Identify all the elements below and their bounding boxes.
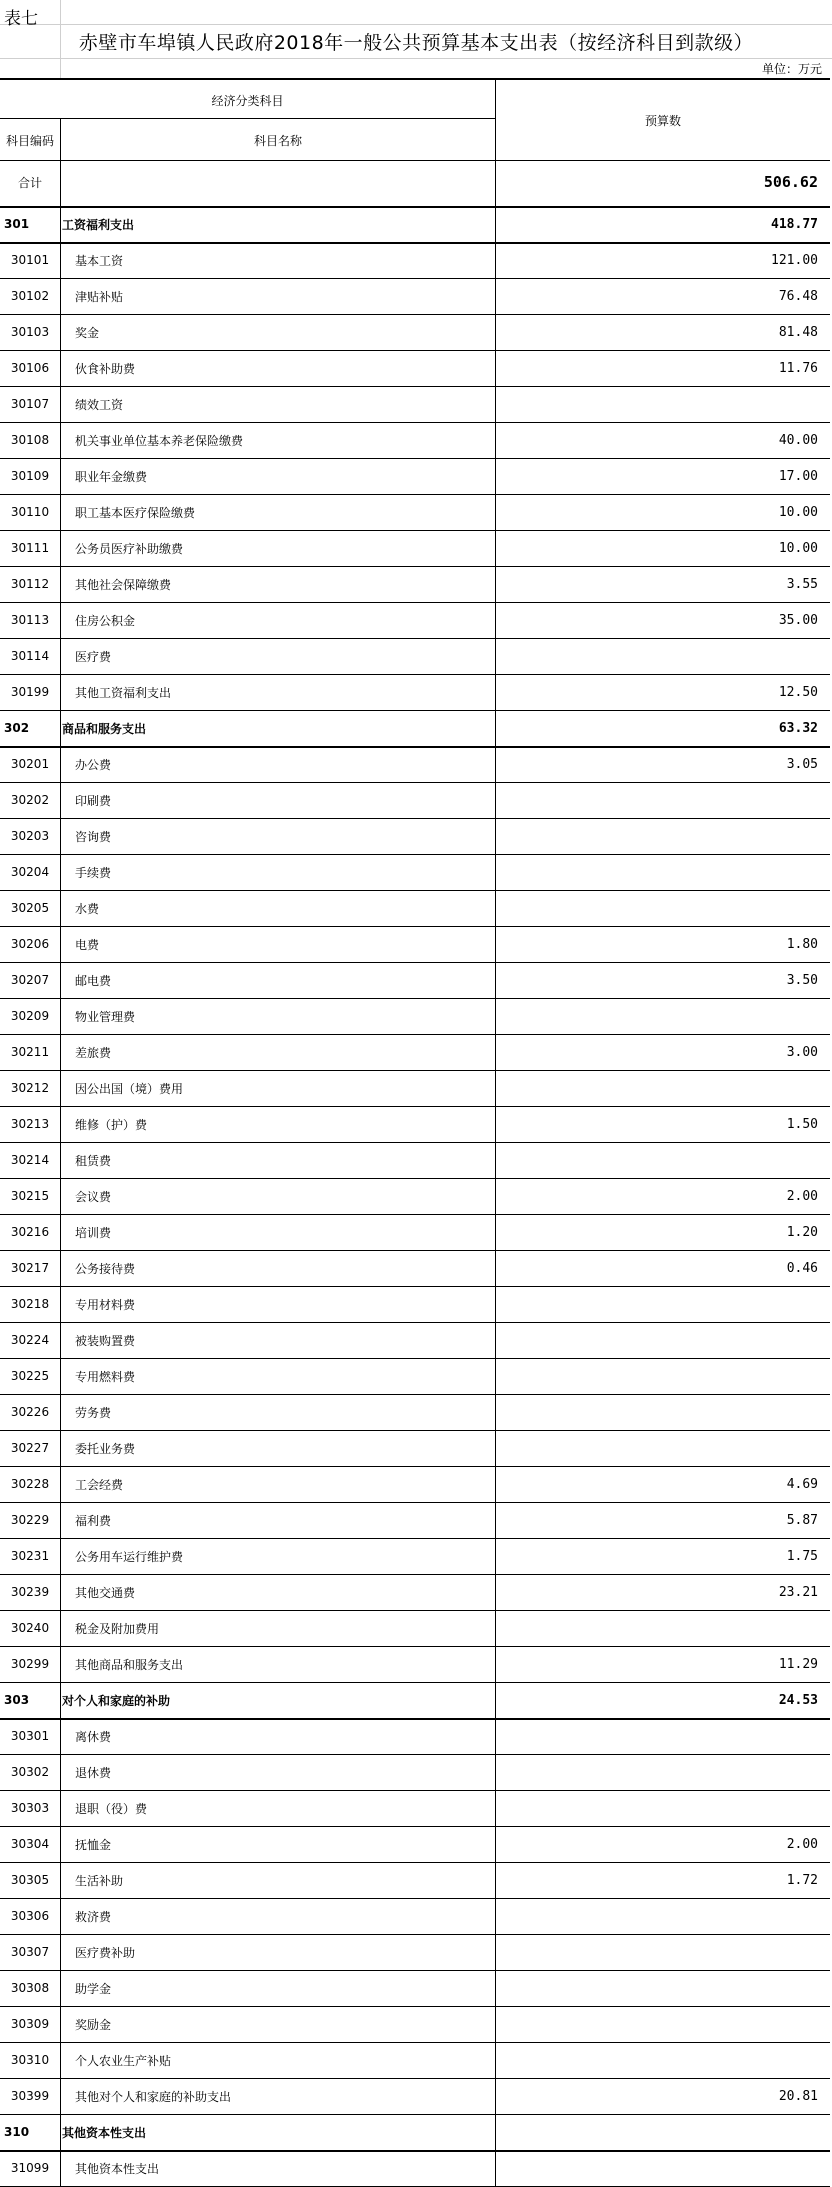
amount-cell — [496, 1142, 830, 1178]
amount-cell: 1.50 — [786, 1116, 818, 1132]
table-row — [0, 242, 830, 279]
table-row — [0, 1034, 830, 1071]
name-cell: 其他工资福利支出 — [75, 685, 172, 700]
table-row — [0, 890, 830, 927]
amount-cell: 3.00 — [786, 1044, 818, 1060]
amount-cell: 1.80 — [786, 936, 818, 952]
code-cell: 310 — [4, 2125, 30, 2139]
name-cell: 其他对个人和家庭的补助支出 — [75, 2089, 232, 2104]
table-row — [0, 926, 830, 963]
table-row — [0, 494, 830, 531]
amount-cell — [496, 1610, 830, 1646]
code-cell: 30206 — [10, 937, 50, 951]
name-cell: 其他资本性支出 — [75, 2161, 160, 2176]
table-row — [0, 818, 830, 855]
name-cell: 其他商品和服务支出 — [75, 1657, 184, 1672]
table-row — [0, 2078, 830, 2115]
table-row — [0, 1898, 830, 1935]
name-cell: 津贴补贴 — [75, 289, 124, 304]
code-cell: 30301 — [10, 1729, 50, 1743]
name-cell: 被装购置费 — [75, 1333, 136, 1348]
amount-cell: 4.69 — [786, 1476, 818, 1492]
table-row — [0, 854, 830, 891]
table-row — [0, 1646, 830, 1683]
name-cell: 公务用车运行维护费 — [75, 1549, 184, 1564]
name-cell: 对个人和家庭的补助 — [62, 1693, 171, 1708]
amount-cell: 24.53 — [778, 1692, 818, 1708]
amount-cell — [496, 1286, 830, 1322]
category-row — [0, 2114, 830, 2152]
code-cell: 30302 — [10, 1765, 50, 1779]
amount-cell: 63.32 — [778, 720, 818, 736]
name-cell: 奖励金 — [75, 2017, 112, 2032]
amount-cell — [496, 1394, 830, 1430]
amount-cell: 17.00 — [778, 468, 818, 484]
code-cell: 30107 — [10, 397, 50, 411]
table-row — [0, 2150, 830, 2187]
code-cell: 合计 — [17, 175, 42, 190]
code-cell: 30228 — [10, 1477, 50, 1491]
code-cell: 30308 — [10, 1981, 50, 1995]
code-cell: 30214 — [10, 1153, 50, 1167]
name-cell: 因公出国（境）费用 — [75, 1081, 184, 1096]
amount-cell: 418.77 — [771, 216, 818, 232]
table-row — [0, 386, 830, 423]
amount-cell — [496, 2114, 830, 2150]
name-cell: 公务员医疗补助缴费 — [75, 541, 184, 556]
table-row — [0, 1286, 830, 1323]
amount-cell — [496, 782, 830, 818]
code-cell: 30207 — [10, 973, 50, 987]
name-cell: 办公费 — [75, 757, 112, 772]
grid-line — [0, 58, 832, 59]
code-cell: 30305 — [10, 1873, 50, 1887]
amount-cell: 3.05 — [786, 756, 818, 772]
amount-cell — [496, 1754, 830, 1790]
amount-cell: 2.00 — [786, 1836, 818, 1852]
amount-cell: 5.87 — [786, 1512, 818, 1528]
code-cell: 30303 — [10, 1801, 50, 1815]
code-cell: 30111 — [10, 541, 50, 555]
code-cell: 302 — [4, 721, 30, 735]
name-cell: 抚恤金 — [75, 1837, 112, 1852]
code-cell: 30399 — [10, 2089, 50, 2103]
name-cell: 专用材料费 — [75, 1297, 136, 1312]
name-cell: 医疗费补助 — [75, 1945, 136, 1960]
name-cell: 电费 — [75, 937, 100, 952]
amount-cell: 1.75 — [786, 1548, 818, 1564]
code-cell: 30217 — [10, 1261, 50, 1275]
name-cell: 住房公积金 — [75, 613, 136, 628]
name-cell: 其他资本性支出 — [62, 2125, 147, 2140]
table-row — [0, 746, 830, 783]
amount-cell — [496, 2042, 830, 2078]
name-cell: 医疗费 — [75, 649, 112, 664]
table-row — [0, 1502, 830, 1539]
code-cell: 30310 — [10, 2053, 50, 2067]
page-title: 赤壁市车埠镇人民政府2018年一般公共预算基本支出表（按经济科目到款级） — [78, 32, 754, 54]
table-row — [0, 458, 830, 495]
code-cell: 30304 — [10, 1837, 50, 1851]
name-cell: 个人农业生产补贴 — [75, 2053, 172, 2068]
name-cell: 助学金 — [75, 1981, 112, 1996]
category-row — [0, 710, 830, 748]
table-row — [0, 1862, 830, 1899]
code-cell: 30227 — [10, 1441, 50, 1455]
table-row — [0, 1934, 830, 1971]
code-cell: 31099 — [10, 2161, 50, 2175]
name-cell: 退职（役）费 — [75, 1801, 148, 1816]
amount-cell: 0.46 — [786, 1260, 818, 1276]
code-cell: 30231 — [10, 1549, 50, 1563]
code-cell: 30103 — [10, 325, 50, 339]
name-cell: 救济费 — [75, 1909, 112, 1924]
amount-cell: 81.48 — [778, 324, 818, 340]
amount-cell — [496, 1970, 830, 2006]
amount-cell: 1.20 — [786, 1224, 818, 1240]
name-cell: 基本工资 — [75, 253, 124, 268]
table-row — [0, 962, 830, 999]
amount-cell: 11.76 — [778, 360, 818, 376]
code-cell: 30204 — [10, 865, 50, 879]
amount-cell — [496, 638, 830, 674]
name-cell: 邮电费 — [75, 973, 112, 988]
amount-cell: 3.55 — [786, 576, 818, 592]
name-cell: 退休费 — [75, 1765, 112, 1780]
code-cell: 30218 — [10, 1297, 50, 1311]
name-cell: 其他社会保障缴费 — [75, 577, 172, 592]
table-row — [0, 1970, 830, 2007]
table-row — [0, 2006, 830, 2043]
table-row — [0, 1574, 830, 1611]
amount-cell: 76.48 — [778, 288, 818, 304]
name-cell: 离休费 — [75, 1729, 112, 1744]
table-row — [0, 278, 830, 315]
code-cell: 30225 — [10, 1369, 50, 1383]
name-cell — [61, 158, 494, 206]
table-row — [0, 1466, 830, 1503]
code-cell: 30299 — [10, 1657, 50, 1671]
code-cell: 303 — [4, 1693, 30, 1707]
name-cell: 职业年金缴费 — [75, 469, 148, 484]
code-cell: 30199 — [10, 685, 50, 699]
table-row — [0, 1322, 830, 1359]
table-row — [0, 1178, 830, 1215]
code-cell: 30213 — [10, 1117, 50, 1131]
amount-cell — [496, 386, 830, 422]
table-row — [0, 782, 830, 819]
category-row — [0, 206, 830, 244]
table-row — [0, 1394, 830, 1431]
grid-line — [0, 24, 832, 25]
name-cell: 手续费 — [75, 865, 112, 880]
name-cell: 伙食补助费 — [75, 361, 136, 376]
amount-cell — [496, 1934, 830, 1970]
code-cell: 301 — [4, 217, 30, 231]
name-cell: 物业管理费 — [75, 1009, 136, 1024]
name-cell: 差旅费 — [75, 1045, 112, 1060]
table-row — [0, 1538, 830, 1575]
amount-cell: 35.00 — [778, 612, 818, 628]
amount-cell: 1.72 — [786, 1872, 818, 1888]
amount-cell: 121.00 — [771, 252, 818, 268]
amount-cell — [496, 890, 830, 926]
sheet-label: 表七 — [4, 9, 38, 29]
code-cell: 30226 — [10, 1405, 50, 1419]
name-cell: 福利费 — [75, 1513, 112, 1528]
code-cell: 30307 — [10, 1945, 50, 1959]
code-cell: 30211 — [10, 1045, 50, 1059]
code-cell: 30106 — [10, 361, 50, 375]
name-cell: 工资福利支出 — [62, 217, 135, 232]
name-cell: 培训费 — [75, 1225, 112, 1240]
table-row — [0, 1718, 830, 1755]
name-cell: 咨询费 — [75, 829, 112, 844]
table-row — [0, 1610, 830, 1647]
code-cell: 30203 — [10, 829, 50, 843]
name-cell: 委托业务费 — [75, 1441, 136, 1456]
code-cell: 30224 — [10, 1333, 50, 1347]
table-row — [0, 1070, 830, 1107]
amount-cell: 10.00 — [778, 504, 818, 520]
table-row — [0, 1250, 830, 1287]
table-row — [0, 1790, 830, 1827]
name-cell: 工会经费 — [75, 1477, 124, 1492]
amount-cell — [496, 1790, 830, 1826]
header-category: 经济分类科目 — [211, 94, 284, 108]
code-cell: 30229 — [10, 1513, 50, 1527]
name-cell: 专用燃料费 — [75, 1369, 136, 1384]
name-cell: 租赁费 — [75, 1153, 112, 1168]
table-row — [0, 350, 830, 387]
amount-cell — [496, 1898, 830, 1934]
code-cell: 30112 — [10, 577, 50, 591]
amount-cell: 10.00 — [778, 540, 818, 556]
table-row — [0, 2042, 830, 2079]
amount-cell: 23.21 — [778, 1584, 818, 1600]
category-row — [0, 1682, 830, 1720]
amount-cell — [496, 998, 830, 1034]
code-cell: 30114 — [10, 649, 50, 663]
name-cell: 税金及附加费用 — [75, 1621, 160, 1636]
amount-cell — [496, 1322, 830, 1358]
amount-cell: 11.29 — [778, 1656, 818, 1672]
table-row — [0, 674, 830, 711]
amount-cell: 2.00 — [786, 1188, 818, 1204]
table-row — [0, 1106, 830, 1143]
code-cell: 30205 — [10, 901, 50, 915]
amount-cell — [496, 2150, 830, 2186]
code-cell: 30212 — [10, 1081, 50, 1095]
name-cell: 劳务费 — [75, 1405, 112, 1420]
amount-cell — [496, 1430, 830, 1466]
table-row — [0, 1826, 830, 1863]
header-amount: 预算数 — [644, 114, 681, 128]
code-cell: 30101 — [10, 253, 50, 267]
name-cell: 印刷费 — [75, 793, 112, 808]
table-row — [0, 566, 830, 603]
amount-cell — [496, 854, 830, 890]
name-cell: 商品和服务支出 — [62, 721, 147, 736]
name-cell: 职工基本医疗保险缴费 — [75, 505, 196, 520]
name-cell: 水费 — [75, 901, 100, 916]
table-row — [0, 1142, 830, 1179]
total-row — [0, 158, 830, 208]
code-cell: 30209 — [10, 1009, 50, 1023]
code-cell: 30215 — [10, 1189, 50, 1203]
name-cell: 机关事业单位基本养老保险缴费 — [75, 433, 244, 448]
unit-label: 单位：万元 — [761, 62, 822, 76]
amount-cell: 506.62 — [763, 173, 818, 191]
amount-cell — [496, 1070, 830, 1106]
code-cell: 30240 — [10, 1621, 50, 1635]
table-row — [0, 638, 830, 675]
code-cell: 30306 — [10, 1909, 50, 1923]
code-cell: 30110 — [10, 505, 50, 519]
code-cell: 30109 — [10, 469, 50, 483]
name-cell: 生活补助 — [75, 1873, 124, 1888]
header-code: 科目编码 — [5, 134, 54, 148]
name-cell: 公务接待费 — [75, 1261, 136, 1276]
table-row — [0, 1214, 830, 1251]
table-row — [0, 530, 830, 567]
code-cell: 30108 — [10, 433, 50, 447]
table-row — [0, 422, 830, 459]
name-cell: 奖金 — [75, 325, 100, 340]
name-cell: 绩效工资 — [75, 397, 124, 412]
name-cell: 维修（护）费 — [75, 1117, 148, 1132]
name-cell: 会议费 — [75, 1189, 112, 1204]
amount-cell: 40.00 — [778, 432, 818, 448]
amount-cell — [496, 1358, 830, 1394]
amount-cell: 12.50 — [778, 684, 818, 700]
code-cell: 30216 — [10, 1225, 50, 1239]
amount-cell — [496, 1718, 830, 1754]
table-row — [0, 1754, 830, 1791]
table-row — [0, 602, 830, 639]
table-row — [0, 1358, 830, 1395]
name-cell: 其他交通费 — [75, 1585, 136, 1600]
code-cell: 30309 — [10, 2017, 50, 2031]
amount-cell: 3.50 — [786, 972, 818, 988]
code-cell: 30201 — [10, 757, 50, 771]
header-divider — [0, 118, 495, 119]
table-row — [0, 998, 830, 1035]
code-cell: 30102 — [10, 289, 50, 303]
amount-cell — [496, 818, 830, 854]
header-name: 科目名称 — [253, 134, 302, 148]
amount-cell — [496, 2006, 830, 2042]
table-row — [0, 314, 830, 351]
code-cell: 30202 — [10, 793, 50, 807]
amount-cell: 20.81 — [778, 2088, 818, 2104]
code-cell: 30239 — [10, 1585, 50, 1599]
table-row — [0, 1430, 830, 1467]
code-cell: 30113 — [10, 613, 50, 627]
